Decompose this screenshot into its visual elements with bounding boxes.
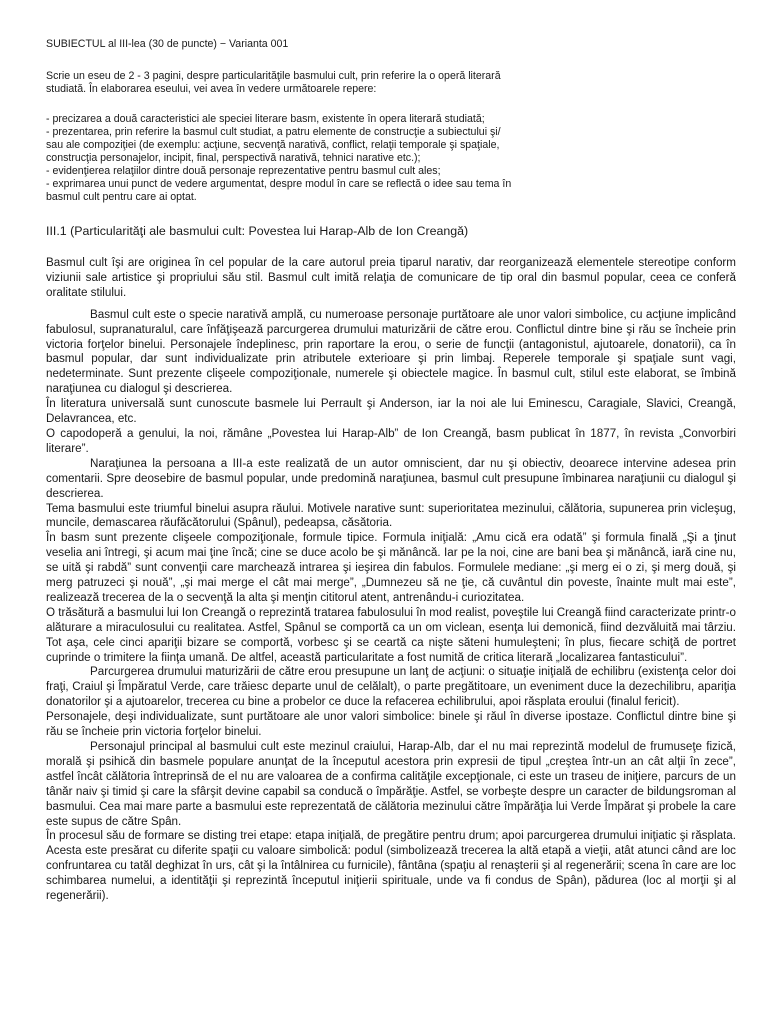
section-title: III.1 (Particularităţi ale basmului cult: Povestea lui Harap-Alb de Ion Creangă) xyxy=(46,224,469,238)
essay-paragraph: Basmul cult este o specie narativă amplă, cu numeroase personaje purtătoare ale unor valori simbolice, cu acţiune implicând fabulosul, supranaturalul, care înfăţişează parcurgerea drumului maturizării de către erou. Conflictul dintre bine şi rău se încheie prin victoria forţelor binelui. Personajele îndeplinesc, prin raportare la erou, o serie de funcţii (antagonistul, ajutoarele, donatorii), ca în basmul popular, dar sunt individualizate prin atributele exterioare şi prin limbaj. Reperele temporale şi spaţiale sunt vagi, nedeterminate. Sunt prezente clişeele compoziţionale, numerele şi obiectele magice. În basmul cult, stilul este elaborat, se îmbină naraţiunea cu dialogul şi descrierea. xyxy=(46,307,736,396)
requirement-item: - evidenţierea relaţiilor dintre două personaje reprezentative pentru basmul cult ales; xyxy=(46,165,441,177)
essay-paragraph: Personajul principal al basmului cult este mezinul craiului, Harap-Alb, dar el nu mai reprezintă modelul de frumuseţe fizică, morală şi psihică din basmele populare anunţat de la începutul acestora prin expresii de tipul „creştea într-un an cât alţii în zece”, astfel încât călătoria întreprinsă de el nu are valoarea de a confirma calităţile excepţionale, ci este un traseu de iniţiere, parcurs de un tânăr naiv şi timid şi care la sfârşit devine capabil sa conducă o împărăţie. Astfel, se vorbeşte despre un caracter de bildungsroman al basmului. Cea mai mare parte a basmului este reprezentată de călătoria mezinului către împărăţia lui Verde Împărat şi probele la care este supus de către Spân. xyxy=(46,740,736,828)
essay-paragraph: Parcurgerea drumului maturizării de către erou presupune un lanţ de acţiuni: o situaţie iniţială de echilibru (existenţa celor doi fraţi, Craiul şi Împăratul Verde, care trăiesc departe unul de celălalt), o parte pregătitoare, un eveniment duce la dezechilibru, apariţia donatorilor şi a ajutoarelor, trecerea cu bine a probelor ce duce la refacerea echilibrului, apoi răsplata eroului (finalul fericit). xyxy=(46,665,736,709)
essay-paragraph: O trăsătură a basmului lui Ion Creangă o reprezintă tratarea fabulosului în mod realist, poveştile lui Creangă fiind caracterizate printr-o alăturare a miraculosului cu realitatea. Astfel, Spânul se comportă ca un om viclean, esenţa lui demonică, fiind dezvăluită mai târziu. Tot aşa, cele cinci apariţii bizare se comportă, vorbesc şi se ceartă ca nişte săteni humuleşteni; în plus, fiecare schiţă de portret cuprinde o trimitere la fiinţa umană. De altfel, această particularitate a fost numită de critica literară „localizarea fantasticului”. xyxy=(46,605,736,664)
essay-paragraph: Tema basmului este triumful binelui asupra răului. Motivele narative sunt: superioritatea mezinului, călătoria, supunerea prin vicleşug, muncile, demascarea răufăcătorului (Spânul), pedeapsa, căsătoria. xyxy=(46,501,736,530)
document-page xyxy=(46,38,736,904)
subject-line: SUBIECTUL al III-lea (30 de puncte) − Varianta 001 xyxy=(46,38,289,50)
essay-body xyxy=(46,256,736,904)
requirements-list xyxy=(46,113,516,204)
requirement-item: - precizarea a două caracteristici ale speciei literare basm, existente în opera literară studiată; xyxy=(46,113,485,125)
essay-paragraph: Personajele, deşi individualizate, sunt purtătoare ale unor valori simbolice: binele şi răul în diverse ipostaze. Conflictul dintre bine şi rău se încheie prin victoria forţelor binelui. xyxy=(46,710,736,739)
essay-paragraph: Naraţiunea la persoana a III-a este realizată de un autor omniscient, dar nu şi obiectiv, deoarece intervine adesea prin comentarii. Spre deosebire de basmul popular, unde predomină naraţiunea, basmul cult presupune îmbinarea naraţiunii cu dialogul şi descrierea. xyxy=(46,456,736,500)
exam-header xyxy=(46,38,736,204)
requirement-item: - exprimarea unui punct de vedere argumentat, despre modul în care se reflectă o idee sau tema în basmul cult pentru care ai optat. xyxy=(46,178,512,203)
essay-paragraph: În literatura universală sunt cunoscute basmele lui Perrault şi Anderson, iar la noi ale lui Eminescu, Caragiale, Slavici, Creangă, Delavrancea, etc. xyxy=(46,397,736,426)
essay-paragraph: O capodoperă a genului, la noi, rămâne „Povestea lui Harap-Alb” de Ion Creangă, basm publicat în 1877, în revista „Convorbiri literare”. xyxy=(46,426,736,455)
essay-paragraph: Basmul cult îşi are originea în cel popular de la care autorul preia tiparul narativ, dar reorganizează elementele stereotipe conform viziunii sale artistice şi propriului său stil. Basmul cult imită relaţia de comunicare de tip oral din basmul popular, ceea ce conferă oralitate stilului. xyxy=(46,256,736,299)
requirement-item: - prezentarea, prin referire la basmul cult studiat, a patru elemente de construcţie a subiectului şi/ sau ale compoziţiei (de exemplu: acţiune, secvenţă narativă, conflict, relaţii temporale şi spaţiale, construcţia personajelor, incipit, final, perspectivă narativă, tehnici narative etc.); xyxy=(46,126,501,164)
essay-paragraph: În basm sunt prezente clişeele compoziţionale, formule tipice. Formula iniţială: „Amu cică era odată” şi formula finală „Şi a ţinut veselia ani întregi, şi acum mai ţine încă; cine se duce acolo be şi mănâncă. Iar pe la noi, cine are bani bea şi mănâncă, iară cine nu, se uită şi rabdă” sunt convenţii care marchează intrarea şi ieşirea din fabulos. Formulele mediane: „şi merg ei o zi, şi merg două, şi merg patruzeci şi nouă”, „şi mai merge el cât mai merge”, „Dumnezeu să ne ţie, că cuvântul din poveste, înainte mult mai este”, realizează trecerea de la o secvenţă la alta şi menţin cititorul atent, antrenându-i curiozitatea. xyxy=(46,531,736,604)
essay-instructions: Scrie un eseu de 2 - 3 pagini, despre particularităţile basmului cult, prin referire la o operă literară studiată. În elaborarea eseului, vei avea în vedere următoarele repere: xyxy=(46,70,501,95)
essay-paragraph: În procesul său de formare se disting trei etape: etapa iniţială, de pregătire pentru drum; apoi parcurgerea drumului iniţiatic şi răsplata. Acesta este presărat cu diferite spaţii cu valoare simbolică: podul (simbolizează trecerea la altă etapă a vieţii, atât atunci când are loc confruntarea cu tatăl deghizat în urs, cât şi la întâlnirea cu furnicile), fântâna (spaţiu al renaşterii şi al regenerării; scena în care are loc schimbarea numelui, a identităţii şi reprezintă începutul iniţierii spirituale, unde va fi condus de Spân), pădurea (loc al morţii şi al regenerării). xyxy=(46,829,736,903)
